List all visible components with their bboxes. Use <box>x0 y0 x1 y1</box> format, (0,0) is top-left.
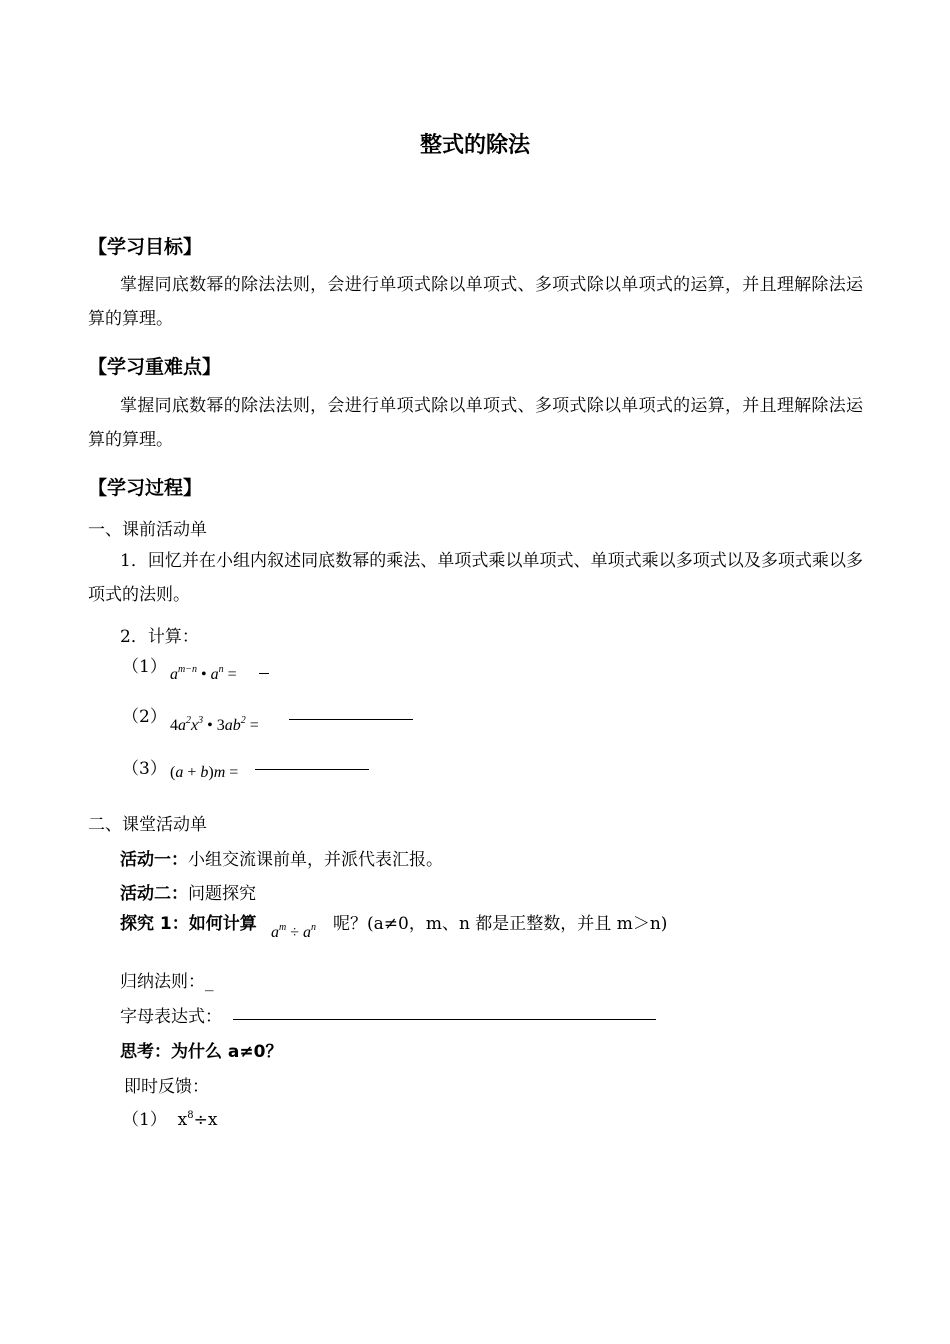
page-title: 整式的除法 <box>419 133 530 158</box>
formula-label: 字母表达式： <box>120 1007 222 1027</box>
activity-2-text: 问题探究 <box>188 884 256 904</box>
process-heading: 【学习过程】 <box>88 477 203 499</box>
rule-label: 归纳法则：_ <box>120 972 214 992</box>
activity-1-label: 活动一： <box>120 850 188 870</box>
feedback-item-1-exponent: 8 <box>187 1110 194 1121</box>
activity-1-text: 小组交流课前单，并派代表汇报。 <box>188 850 443 870</box>
calc-item-3-number: （3） <box>122 759 167 779</box>
calc-item-3-answer-blank <box>255 769 369 770</box>
calc-item-2-expression: $4a^2x^3$ • $3ab^2$ = <box>170 715 259 734</box>
key-points-heading: 【学习重难点】 <box>88 356 222 378</box>
calc-item-2-number: （2） <box>122 707 167 727</box>
goals-text: 掌握同底数幂的除法法则，会进行单项式除以单项式、多项式除以单项式的运算，并且理解除法运算的算理。 <box>88 275 863 329</box>
activity-2-label: 活动二： <box>120 884 188 904</box>
feedback-item-1-number: （1） <box>122 1110 167 1130</box>
part1-label: 一、课前活动单 <box>88 520 207 540</box>
calc-item-1-answer-blank <box>259 673 269 674</box>
part1-question-1: 1．回忆并在小组内叙述同底数幂的乘法、单项式乘以单项式、单项式乘以多项式以及多项式乘以多项式的法则。 <box>88 551 863 605</box>
formula-answer-blank <box>233 1019 656 1020</box>
explore-1-label: 探究 1：如何计算 <box>120 914 257 934</box>
feedback-item-1 <box>122 1105 217 1130</box>
calc-item-1-expression: $a^{m-n}$ • $a^n$ = <box>170 664 237 683</box>
explore-1-text: 呢？(a≠0，m、n 都是正整数，并且 m＞n) <box>333 914 668 934</box>
feedback-label: 即时反馈： <box>124 1077 209 1097</box>
goals-heading: 【学习目标】 <box>88 236 203 258</box>
part1-question-2: 2．计算： <box>120 627 199 647</box>
calc-item-1-number: （1） <box>122 657 167 677</box>
feedback-item-1-rest: ÷x <box>193 1110 218 1130</box>
think-question: 思考：为什么 a≠0？ <box>120 1042 283 1062</box>
calc-item-2-answer-blank <box>289 719 413 720</box>
activity-1 <box>120 845 443 870</box>
part2-label: 二、课堂活动单 <box>88 815 207 835</box>
calc-item-3-expression: (a + b)m = <box>170 764 239 781</box>
explore-1-expression: $a^m \div a^n$ <box>271 922 317 941</box>
activity-2 <box>120 879 256 904</box>
key-points-text: 掌握同底数幂的除法法则，会进行单项式除以单项式、多项式除以单项式的运算，并且理解除法运算的算理。 <box>88 396 863 450</box>
feedback-item-1-base: x <box>177 1110 188 1130</box>
